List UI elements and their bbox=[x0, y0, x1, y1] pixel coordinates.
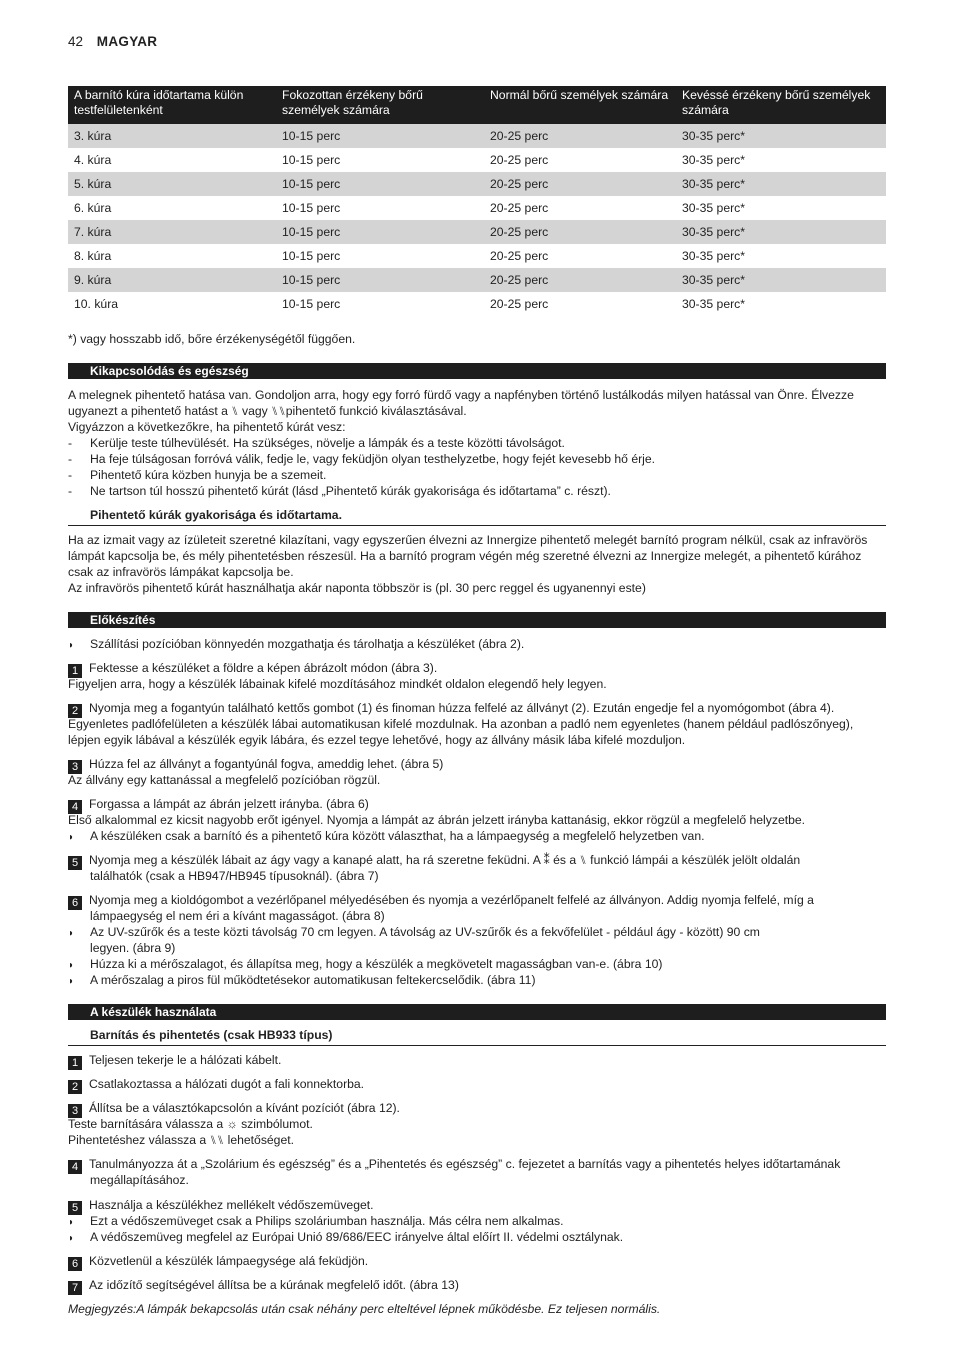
paragraph: ugyanezt a pihentető hatást a ⑊ vagy ⑊⑊pihentető funkció kiválasztásával. bbox=[68, 404, 467, 418]
step-number: 2 bbox=[68, 704, 82, 718]
table-cell: 30-35 perc* bbox=[682, 153, 746, 167]
step-number: 6 bbox=[68, 896, 82, 910]
list-item: - Pihentető kúra közben hunyja be a szemeit. bbox=[68, 468, 327, 482]
step-continuation: megállapításához. bbox=[90, 1173, 189, 1187]
table-cell: 10. kúra bbox=[74, 297, 119, 311]
table-cell: 7. kúra bbox=[68, 220, 276, 244]
bullet-item: ◗ Ezt a védőszemüveget csak a Philips szoláriumban használja. Más célra nem alkalmas. bbox=[68, 1213, 886, 1231]
list-item: - Kerülje teste túlhevülését. Ha szükséges, növelje a lámpák és a teste közötti távolságot. bbox=[68, 436, 565, 450]
step-number: 6 bbox=[68, 1257, 82, 1271]
table-cell: 10-15 perc bbox=[276, 172, 484, 196]
table-row bbox=[68, 268, 886, 292]
step-item: 7 Az időzítő segítségével állítsa be a kúrának megfelelő időt. (ábra 13) bbox=[68, 1277, 886, 1295]
step-item: 2 Nyomja meg a fogantyún található kettős gombot (1) és finoman húzza felfelé az állványt (2). Ezután engedje fel a nyomógombot (ábra 4). bbox=[68, 700, 886, 718]
step-number: 5 bbox=[68, 856, 82, 870]
paragraph: lámpát kapcsolja be, és mély pihentetésben részesül. Ha a barnító program végén még szeretné élvezni az Innergize melegét, a pihentető kúrához bbox=[68, 549, 862, 563]
bullet-continuation: legyen. (ábra 9) bbox=[90, 941, 176, 955]
table-cell: 30-35 perc* bbox=[676, 124, 886, 148]
note: Az állvány egy kattanással a megfelelő pozícióban rögzül. bbox=[68, 773, 381, 787]
step-number: 3 bbox=[68, 1104, 82, 1118]
table-header: Normál bőrű személyek számára bbox=[484, 86, 676, 124]
table-header: A barnító kúra időtartama külön testfelületenként bbox=[68, 86, 276, 124]
dash-marker: - bbox=[68, 484, 73, 498]
table-cell: 10-15 perc bbox=[276, 220, 484, 244]
table-cell: 20-25 perc bbox=[490, 153, 549, 167]
table-cell: 20-25 perc bbox=[490, 201, 549, 215]
bullet-icon: ◗ bbox=[68, 832, 75, 843]
list-item: - Ha feje túlságosan forróvá válik, fedje le, vagy feküdjön olyan testhelyzetbe, hogy fejét kevesebb hő érje. bbox=[68, 452, 656, 466]
step-item: 3 Állítsa be a választókapcsolón a kívánt pozíciót (ábra 12). bbox=[68, 1100, 886, 1118]
bullet-item: ◗ Az UV-szűrők és a teste közti távolság 70 cm legyen. A távolság az UV-szűrők és a fekvőfelület - például ágy - között) 90 cm bbox=[68, 924, 886, 942]
table-cell: 5. kúra bbox=[68, 172, 276, 196]
note: lépjen egyik lábával a készülék egyik lábára, és ezzel tegye lehetővé, hogy az állvány másik lába kifelé mozduljon. bbox=[68, 733, 686, 747]
subsection-title: Barnítás és pihentetés (csak HB933 típus) bbox=[68, 1027, 886, 1046]
dash-marker: - bbox=[68, 452, 73, 466]
step-number: 1 bbox=[68, 664, 82, 678]
table-header: Kevéssé érzékeny bőrű személyek számára bbox=[676, 86, 886, 124]
section-title: Előkészítés bbox=[68, 612, 886, 628]
table-cell: 20-25 perc bbox=[484, 220, 676, 244]
table-cell: 30-35 perc* bbox=[682, 297, 746, 311]
table-cell: 30-35 perc* bbox=[682, 201, 746, 215]
bullet-item: ◗ A védőszemüveg megfelel az Európai Unió 89/686/EEC irányelve által előírt II. védelmi osztálynak. bbox=[68, 1229, 886, 1247]
table-cell: 30-35 perc* bbox=[676, 172, 886, 196]
step-item: 6 Közvetlenül a készülék lámpaegysége alá feküdjön. bbox=[68, 1253, 886, 1271]
table-cell: 10-15 perc bbox=[276, 268, 484, 292]
table-cell: 10-15 perc bbox=[276, 124, 484, 148]
paragraph: Vigyázzon a következőkre, ha pihentető kúrát vesz: bbox=[68, 420, 346, 434]
paragraph: Az infravörös pihentető kúrát használhatja akár naponta többször is (pl. 30 perc reggel és ugyanennyi este) bbox=[68, 581, 646, 595]
bullet-item: ◗ Húzza ki a mérőszalagot, és állapítsa meg, hogy a készülék a megkövetelt magasságban van-e. (ábra 10) bbox=[68, 956, 886, 974]
table-cell: 20-25 perc bbox=[484, 268, 676, 292]
note: Figyeljen arra, hogy a készülék lábainak kifelé mozdításához mindkét oldalon elegendő hely legyen. bbox=[68, 677, 607, 691]
table-cell: 9. kúra bbox=[68, 268, 276, 292]
language-title: MAGYAR bbox=[96, 34, 158, 49]
bullet-icon: ◗ bbox=[68, 640, 75, 651]
table-row bbox=[68, 292, 886, 316]
section-title: Kikapcsolódás és egészség bbox=[68, 363, 886, 379]
dash-marker: - bbox=[68, 436, 73, 450]
page-number: 42 bbox=[68, 34, 84, 49]
note: Egyenletes padlófelületen a készülék lábai automatikusan kifelé mozdulnak. Ha azonban a padló nem egyenletes (hanem például padlószőnyeg), bbox=[68, 717, 854, 731]
note: Első alkalommal ez kicsit nagyobb erőt igényel. Nyomja a lámpát az ábrán jelzett irányba kattanásig, ekkor rögzül a megfelelő helyzetbe. bbox=[68, 813, 806, 827]
table-row bbox=[68, 148, 886, 172]
step-continuation: találhatók (csak a HB947/HB945 típusoknál). (ábra 7) bbox=[90, 869, 379, 883]
bullet-icon: ◗ bbox=[68, 1233, 75, 1244]
table-cell: 20-25 perc bbox=[490, 297, 549, 311]
step-number: 1 bbox=[68, 1056, 82, 1070]
bullet-item: ◗ Szállítási pozícióban könnyedén mozgathatja és tárolhatja a készüléket (ábra 2). bbox=[68, 636, 886, 654]
step-item: 3 Húzza fel az állványt a fogantyúnál fogva, ameddig lehet. (ábra 5) bbox=[68, 756, 886, 774]
tanning-table bbox=[68, 86, 886, 316]
step-number: 2 bbox=[68, 1080, 82, 1094]
step-number: 3 bbox=[68, 760, 82, 774]
table-cell: 10-15 perc bbox=[282, 153, 341, 167]
table-cell: 10-15 perc bbox=[282, 201, 341, 215]
step-continuation: lámpaegység el nem éri a kívánt magasságot. (ábra 8) bbox=[90, 909, 385, 923]
step-number: 4 bbox=[68, 800, 82, 814]
step-item: 6 Nyomja meg a kioldógombot a vezérlőpanel mélyedésében és nyomja a vezérlőpanelt felfelé az állványon. Addig nyomja felfelé, míg a bbox=[68, 892, 886, 910]
table-cell: 30-35 perc* bbox=[676, 220, 886, 244]
note: Pihentetéshez válassza a ⑊⑊ lehetőséget. bbox=[68, 1133, 295, 1147]
paragraph: A melegnek pihentető hatása van. Gondoljon arra, hogy egy forró fürdő vagy a napfényben történő lustálkodás milyen hatással van Önre. Élvezze bbox=[68, 388, 854, 402]
table-row bbox=[68, 172, 886, 196]
table-cell: 20-25 perc bbox=[484, 124, 676, 148]
bullet-icon: ◗ bbox=[68, 960, 75, 971]
paragraph: Ha az izmait vagy az ízületeit szeretné kilazítani, vagy egyszerűen élvezni az Innergize pihentető melegét barnító program nélkül, csak az infravörös bbox=[68, 533, 868, 547]
table-cell: 10-15 perc bbox=[282, 297, 341, 311]
step-number: 4 bbox=[68, 1160, 82, 1174]
table-cell: 30-35 perc* bbox=[682, 249, 746, 263]
step-item: 4 Tanulmányozza át a „Szolárium és egészség” és a „Pihentetés és egészség” c. fejezetet a barnítás vagy a pihentetés helyes időtartamának bbox=[68, 1156, 886, 1174]
bullet-icon: ◗ bbox=[68, 1217, 75, 1228]
table-cell: 8. kúra bbox=[74, 249, 112, 263]
step-number: 5 bbox=[68, 1201, 82, 1215]
subsection-title: Pihentető kúrák gyakorisága és időtartama. bbox=[68, 507, 886, 526]
table-cell: 10-15 perc bbox=[282, 249, 341, 263]
bullet-icon: ◗ bbox=[68, 928, 75, 939]
paragraph: csak az infravörös lámpákat kapcsolja be. bbox=[68, 565, 294, 579]
table-cell: 20-25 perc bbox=[484, 172, 676, 196]
table-row bbox=[68, 196, 886, 220]
step-number: 7 bbox=[68, 1281, 82, 1295]
table-cell: 3. kúra bbox=[68, 124, 276, 148]
table-footnote: *) vagy hosszabb idő, bőre érzékenységétől függően. bbox=[68, 332, 356, 346]
table-row bbox=[68, 124, 886, 148]
step-item: 2 Csatlakoztassa a hálózati dugót a fali konnektorba. bbox=[68, 1076, 886, 1094]
bullet-item: ◗ A mérőszalag a piros fül működtetésekor automatikusan feltekercselődik. (ábra 11) bbox=[68, 972, 886, 990]
step-item: 4 Forgassa a lámpát az ábrán jelzett irányba. (ábra 6) bbox=[68, 796, 886, 814]
note: Teste barnítására válassza a ☼ szimbólumot. bbox=[68, 1117, 313, 1131]
step-item: 5 Használja a készülékhez mellékelt védőszemüveget. bbox=[68, 1197, 886, 1215]
table-cell: 6. kúra bbox=[74, 201, 112, 215]
section-title: A készülék használata bbox=[68, 1004, 886, 1020]
dash-marker: - bbox=[68, 468, 73, 482]
table-cell: 20-25 perc bbox=[490, 249, 549, 263]
final-note: Megjegyzés:A lámpák bekapcsolás után csak néhány perc elteltével lépnek működésbe. Ez teljesen normális. bbox=[68, 1302, 661, 1316]
table-cell: 30-35 perc* bbox=[676, 268, 886, 292]
bullet-item: ◗ A készüléken csak a barnító és a pihentető kúra között választhat, ha a lámpaegység a megfelelő helyzetben van. bbox=[68, 828, 886, 846]
table-cell: 4. kúra bbox=[74, 153, 112, 167]
table-row bbox=[68, 220, 886, 244]
list-item: - Ne tartson túl hosszú pihentető kúrát (lásd „Pihentető kúrák gyakorisága és időtartama” c. részt). bbox=[68, 484, 611, 498]
table-header-row bbox=[68, 86, 886, 124]
step-item: 1 Teljesen tekerje le a hálózati kábelt. bbox=[68, 1052, 886, 1070]
table-row bbox=[68, 244, 886, 268]
step-item: 5 Nyomja meg a készülék lábait az ágy vagy a kanapé alatt, ha rá szeretne feküdni. A ⁑ és a ⑊ funkció lámpái a készülék jelölt oldalán bbox=[68, 852, 886, 870]
table-header: Fokozottan érzékeny bőrű személyek számára bbox=[276, 86, 484, 124]
page-header bbox=[68, 34, 157, 49]
step-item: 1 Fektesse a készüléket a földre a képen ábrázolt módon (ábra 3). bbox=[68, 660, 886, 678]
bullet-icon: ◗ bbox=[68, 976, 75, 987]
